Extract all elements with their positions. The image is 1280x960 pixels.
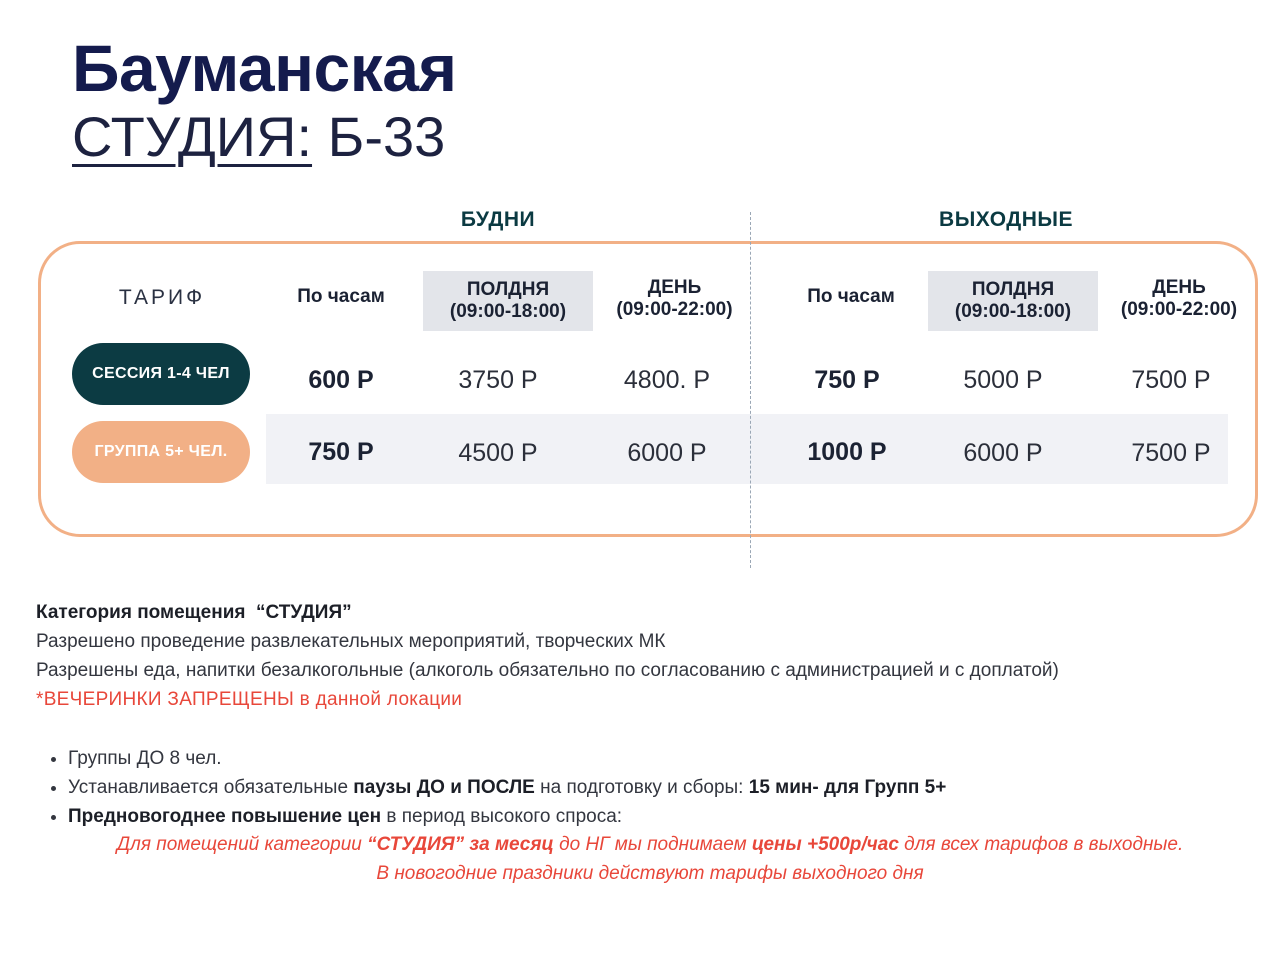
category-prefix: Категория помещения: [36, 602, 246, 623]
holiday-text-d: цены +500р/час: [751, 834, 899, 855]
weekday-day-header: [602, 271, 747, 327]
weekday-weekend-divider: [750, 212, 751, 568]
halfday-label: ПОЛДНЯ: [466, 279, 550, 300]
weekdays-header: БУДНИ: [460, 208, 536, 231]
pause-text-a: Устанавливается обязательные: [68, 777, 354, 798]
category-line: [36, 598, 1059, 627]
warning-caps: *ВЕЧЕРИНКИ ЗАПРЕЩЕНЫ: [36, 689, 295, 710]
day-label: ДЕНЬ: [1152, 277, 1206, 298]
day-label: ДЕНЬ: [647, 277, 702, 298]
group-limit-text: Группы ДО 8 чел.: [68, 748, 222, 769]
newyear-increase-text: в период высокого спроса:: [381, 806, 623, 827]
halfday-time: (09:00-18:00): [954, 301, 1072, 322]
list-item: [68, 773, 1278, 802]
day-time: (09:00-22:00): [616, 299, 733, 320]
holiday-pricing-line: [30, 830, 1270, 859]
group-weekend-hourly-price: 1000 Р: [807, 437, 887, 466]
group-weekend-day-price: 7500 Р: [1131, 438, 1211, 467]
holiday-text-e: для всех тарифов в выходные.: [898, 834, 1184, 855]
group-weekday-day-price: 6000 Р: [627, 438, 707, 467]
tariff-group-pill: ГРУППА 5+ ЧЕЛ.: [72, 421, 250, 483]
holiday-text-a: Для помещений категории: [116, 834, 368, 855]
halfday-label: ПОЛДНЯ: [971, 279, 1055, 300]
session-weekend-halfday-price: 5000 Р: [963, 365, 1043, 394]
pause-text-b: паузы ДО и ПОСЛЕ: [353, 777, 535, 798]
page-subtitle: [72, 104, 445, 170]
list-item: [68, 744, 1278, 773]
weekend-header: ВЫХОДНЫЕ: [939, 208, 1073, 231]
pause-text-d: 15 мин- для Групп 5+: [748, 777, 947, 798]
subtitle-studio-code: Б-33: [312, 105, 446, 168]
group-weekend-halfday-price: 6000 Р: [963, 438, 1043, 467]
list-item: [68, 802, 1278, 831]
session-weekend-day-price: 7500 Р: [1131, 365, 1211, 394]
allowed-food-line: Разрешены еда, напитки безалкогольные (алкоголь обязательно по согласованию с администрацией и с доплатой): [36, 660, 1059, 681]
halfday-time: (09:00-18:00): [449, 301, 567, 322]
tariff-column-label: ТАРИФ: [118, 286, 206, 309]
rules-list: [36, 744, 1278, 831]
allowed-events-line: Разрешено проведение развлекательных мероприятий, творческих МК: [36, 631, 666, 652]
subtitle-studio-label: СТУДИЯ:: [72, 105, 313, 168]
room-notes: [36, 598, 1059, 714]
session-weekday-halfday-price: 3750 Р: [458, 365, 538, 394]
weekend-hourly-header: По часам: [807, 286, 895, 307]
session-weekend-hourly-price: 750 Р: [814, 365, 880, 394]
group-weekday-halfday-price: 4500 Р: [458, 438, 538, 467]
holiday-weekend-tariff-line: В новогодние праздники действуют тарифы выходного дня: [376, 863, 924, 884]
day-time: (09:00-22:00): [1120, 299, 1238, 320]
category-name: “СТУДИЯ”: [256, 602, 352, 623]
tariff-session-pill: СЕССИЯ 1-4 ЧЕЛ: [72, 343, 250, 405]
weekday-halfday-header: [423, 271, 593, 331]
parties-forbidden-line: [36, 685, 1059, 714]
weekend-day-header: [1106, 271, 1252, 327]
pause-text-c: на подготовку и сборы:: [534, 777, 749, 798]
group-weekday-hourly-price: 750 Р: [308, 437, 374, 466]
newyear-increase-title: Предновогоднее повышение цен: [68, 806, 382, 827]
holiday-text-b: “СТУДИЯ” за месяц: [367, 834, 554, 855]
session-weekday-day-price: 4800. Р: [623, 365, 711, 394]
page-title: Бауманская: [72, 31, 457, 105]
session-weekday-hourly-price: 600 Р: [308, 365, 374, 394]
holiday-text-c: до НГ мы поднимаем: [553, 834, 752, 855]
warning-rest: в данной локации: [294, 689, 463, 710]
weekend-halfday-header: [928, 271, 1098, 331]
weekday-hourly-header: По часам: [297, 286, 385, 307]
